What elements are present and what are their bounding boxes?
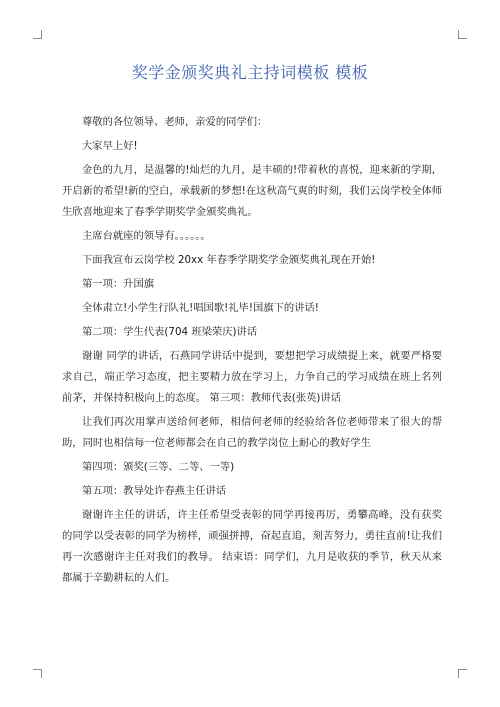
paragraph-item-2: 第二项：学生代表(704 班梁荣庆)讲话 <box>82 326 258 338</box>
paragraph-announcement: 下面我宣布云岗学校 20xx 年春季学期奖学金颁奖典礼现在开始! <box>82 254 376 266</box>
paragraph-opening: 金色的九月，是温馨的!灿烂的九月，是丰硕的!带着秋的喜悦，迎来新的学期，开启新的希望!新的空白，承载新的梦想!在这秋高气爽的时刻，我们云岗学校全体师生欣喜地迎来了春季学期奖学金颁奖典礼。 <box>62 164 442 218</box>
paragraph-closing: 谢谢许主任的讲话，许主任希望受表彰的同学再接再厉，勇攀高峰，没有获奖的同学以受表彰的同学为榜样，顽强拼搏，奋起直追，刻苦努力，勇往直前!让我们再一次感谢许主任对我们的教导。 结束语：同学们，九月是收获的季节，秋天从来都属于辛勤耕耘的人们。 <box>62 509 442 584</box>
paragraph-student-speech-thanks: 谢谢 同学的讲话，石燕同学讲话中提到，要想把学习成绩提上来，就要严格要求自己，端正学习态度，把主要精力放在学习上，力争自己的学习成绩在班上名列前茅，并保持积极向上的态度。 第三项：教师代表(张英)讲话 <box>62 350 442 404</box>
document-body <box>62 112 442 592</box>
page-corner-mark-top-right <box>458 30 467 39</box>
page-corner-mark-bottom-right <box>458 669 467 678</box>
paragraph-item-5: 第五项：教导处许春燕主任讲话 <box>82 485 227 497</box>
document-title: 奖学金颁奖典礼主持词模板 模板 <box>131 63 369 82</box>
paragraph-leaders: 主席台就座的领导有。。。。。。 <box>82 230 211 242</box>
paragraph-item-4: 第四项：颁奖(三等、二等、一等) <box>82 461 235 473</box>
page-corner-mark-top-left <box>33 30 42 39</box>
paragraph-good-morning: 大家早上好! <box>82 140 138 152</box>
paragraph-greeting: 尊敬的各位领导、老师，亲爱的同学们： <box>82 116 268 128</box>
paragraph-flag-ceremony: 全体肃立!小学生行队礼!唱国歌!礼毕!国旗下的讲话! <box>82 302 319 314</box>
page-corner-mark-bottom-left <box>33 669 42 678</box>
paragraph-item-1: 第一项：升国旗 <box>82 278 155 290</box>
paragraph-teacher-speech-thanks: 让我们再次用掌声送给何老师，相信何老师的经验给各位老师带来了很大的帮助，同时也相信每一位老师都会在自己的教学岗位上耐心的教好学生 <box>62 416 442 449</box>
